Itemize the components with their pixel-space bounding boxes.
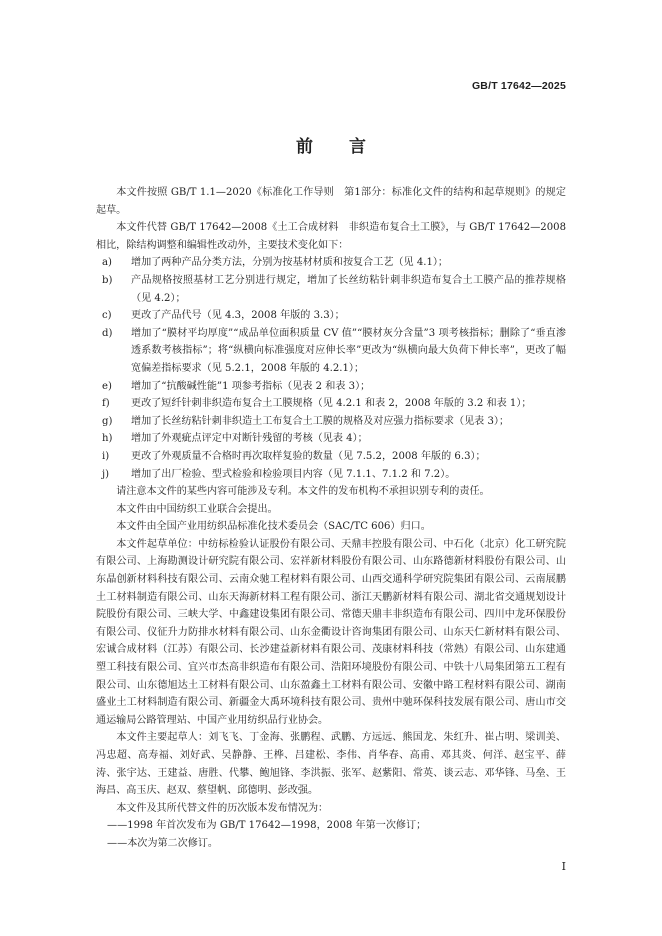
- replacement-paragraph: 本文件代替 GB/T 17642—2008《土工合成材料 非织造布复合土工膜》，与 GB/T 17642—2008 相比，除结构调整和编辑性改动外，主要技术变化如下：: [96, 222, 566, 251]
- list-item: [96, 272, 566, 307]
- list-text: 更改了短纤针刺非织造布复合土工膜规格（见 4.2.1 和表 2，2008 年版的 3.2 和表 1）；: [131, 398, 532, 410]
- list-mark: a): [102, 257, 112, 269]
- list-text: 增加了“抗酸碱性能”1 项参考指标（见表 2 和表 3）；: [131, 380, 371, 392]
- history-item: ——本次为第二次修订。: [107, 837, 219, 849]
- list-item: [96, 325, 566, 378]
- list-item: [96, 254, 566, 272]
- list-item: [96, 307, 566, 325]
- patent-notice: 请注意本文件的某些内容可能涉及专利。本文件的发布机构不承担识别专利的责任。: [116, 486, 490, 498]
- foreword-body: [96, 184, 566, 853]
- history-intro: 本文件及其所代替文件的历次版本发布情况为：: [116, 802, 329, 814]
- page-number: I: [561, 860, 566, 873]
- list-text: 更改了产品代号（见 4.3，2008 年版的 3.3）；: [131, 310, 345, 322]
- proposer-paragraph: 本文件由中国纺织工业联合会提出。: [116, 503, 278, 515]
- list-item: [96, 430, 566, 448]
- list-item: [96, 378, 566, 396]
- list-text: 增加了外观疵点评定中对断针残留的考核（见表 4）；: [131, 433, 368, 445]
- list-item: [96, 395, 566, 413]
- history-item: ——1998 年首次发布为 GB/T 17642—1998，2008 年第一次修订；: [107, 820, 427, 832]
- drafting-units-paragraph: 本文件起草单位：中纺标检验认证股份有限公司、天鼎丰控股有限公司、中石化（北京）化工研究院有限公司、上海勘测设计研究院有限公司、宏祥新材料股份有限公司、山东路德新材料股份有限公司、山东晶创新材料科技有限公司、云南众驰工程材料有限公司、山西交通科学研究院集团有限公司、云南展鹏土工材料制造有限公司、山东天海新材料工程有限公司、浙江天鹏新材料有限公司、湖北省交通规划设计院股份有限公司、三峡大学、中鑫建设集团有限公司、常德天鼎丰非织造布有限公司、四川中龙环保股份有限公司、仪征升力防排水材料有限公司、山东金衢设计咨询集团有限公司、山东天仁新材料有限公司、宏诚合成材料（江苏）有限公司、长沙建益新材料有限公司、茂康材料科技（常熟）有限公司、山东建通塑工科技有限公司、宜兴市杰高非织造布有限公司、浩阳环境股份有限公司、中铁十八局集团第五工程有限公司、山东德旭达土工材料有限公司、山东盈鑫土工材料有限公司、安徽中路工程材料有限公司、湖南盛业土工材料制造有限公司、新疆金大禹环境科技有限公司、贵州中驰环保科技发展有限公司、唐山市交通运输局公路管理站、中国产业用纺织品行业协会。: [96, 538, 566, 726]
- structure-paragraph: 本文件按照 GB/T 1.1—2020《标准化工作导则 第1部分：标准化文件的结构和起草规则》的规定起草。: [96, 187, 566, 216]
- list-mark: f): [102, 398, 110, 410]
- list-text: 更改了外观质量不合格时再次取样复验的数量（见 7.5.2，2008 年版的 6.3）；: [131, 450, 486, 462]
- list-mark: c): [102, 310, 112, 322]
- list-mark: h): [102, 433, 113, 445]
- list-text: 增加了长丝纺粘针刺非织造土工布复合土工膜的规格及对应强力指标要求（见表 3）；: [131, 415, 510, 427]
- list-mark: g): [102, 415, 113, 427]
- page-title: 前言: [296, 137, 402, 157]
- list-mark: d): [102, 327, 113, 339]
- list-item: [96, 413, 566, 431]
- list-mark: b): [102, 274, 113, 286]
- drafters-paragraph: 本文件主要起草人：刘飞飞、丁金海、张鹏程、武鹏、方远远、熊国龙、朱红升、崔占明、梁训美、冯忠超、高寿福、刘好武、吴静静、王桦、吕建松、李伟、肖华春、高甫、邓其炎、何洋、赵宝平、薛涛、张宇达、王建益、唐胜、代攀、鲍旭锋、李洪振、张军、赵紫阳、常英、谈云志、邓华锋、马垒、王海昌、高玉庆、赵双、蔡望帆、邱德明、彭改强。: [96, 732, 566, 797]
- committee-paragraph: 本文件由全国产业用纺织品标准化技术委员会（SAC/TC 606）归口。: [116, 521, 431, 533]
- list-mark: j): [102, 468, 110, 480]
- list-mark: i): [102, 450, 110, 462]
- list-text: 增加了出厂检验、型式检验和检验项目内容（见 7.1.1、7.1.2 和 7.2）。: [131, 468, 456, 480]
- standard-code: GB/T 17642—2025: [471, 80, 566, 92]
- list-text: 增加了两种产品分类方法，分别为按基材材质和按复合工艺（见 4.1）；: [131, 257, 449, 269]
- list-item: [96, 448, 566, 466]
- list-text: 产品规格按照基材工艺分别进行规定，增加了长丝纺粘针刺非织造布复合土工膜产品的推荐规格（见 4.2）；: [131, 274, 566, 304]
- list-mark: e): [102, 380, 112, 392]
- list-item: [96, 466, 566, 484]
- list-text: 增加了“膜材平均厚度”“成品单位面积质量 CV 值”“膜材灰分含量”3 项考核指标；删除了“垂直渗透系数考核指标”；将“纵横向标准强度对应伸长率”更改为“纵横向最大负荷下伸长率”，更改了幅宽偏差指标要求（见 5.2.1，2008 年版的 4.2.1）；: [131, 327, 566, 374]
